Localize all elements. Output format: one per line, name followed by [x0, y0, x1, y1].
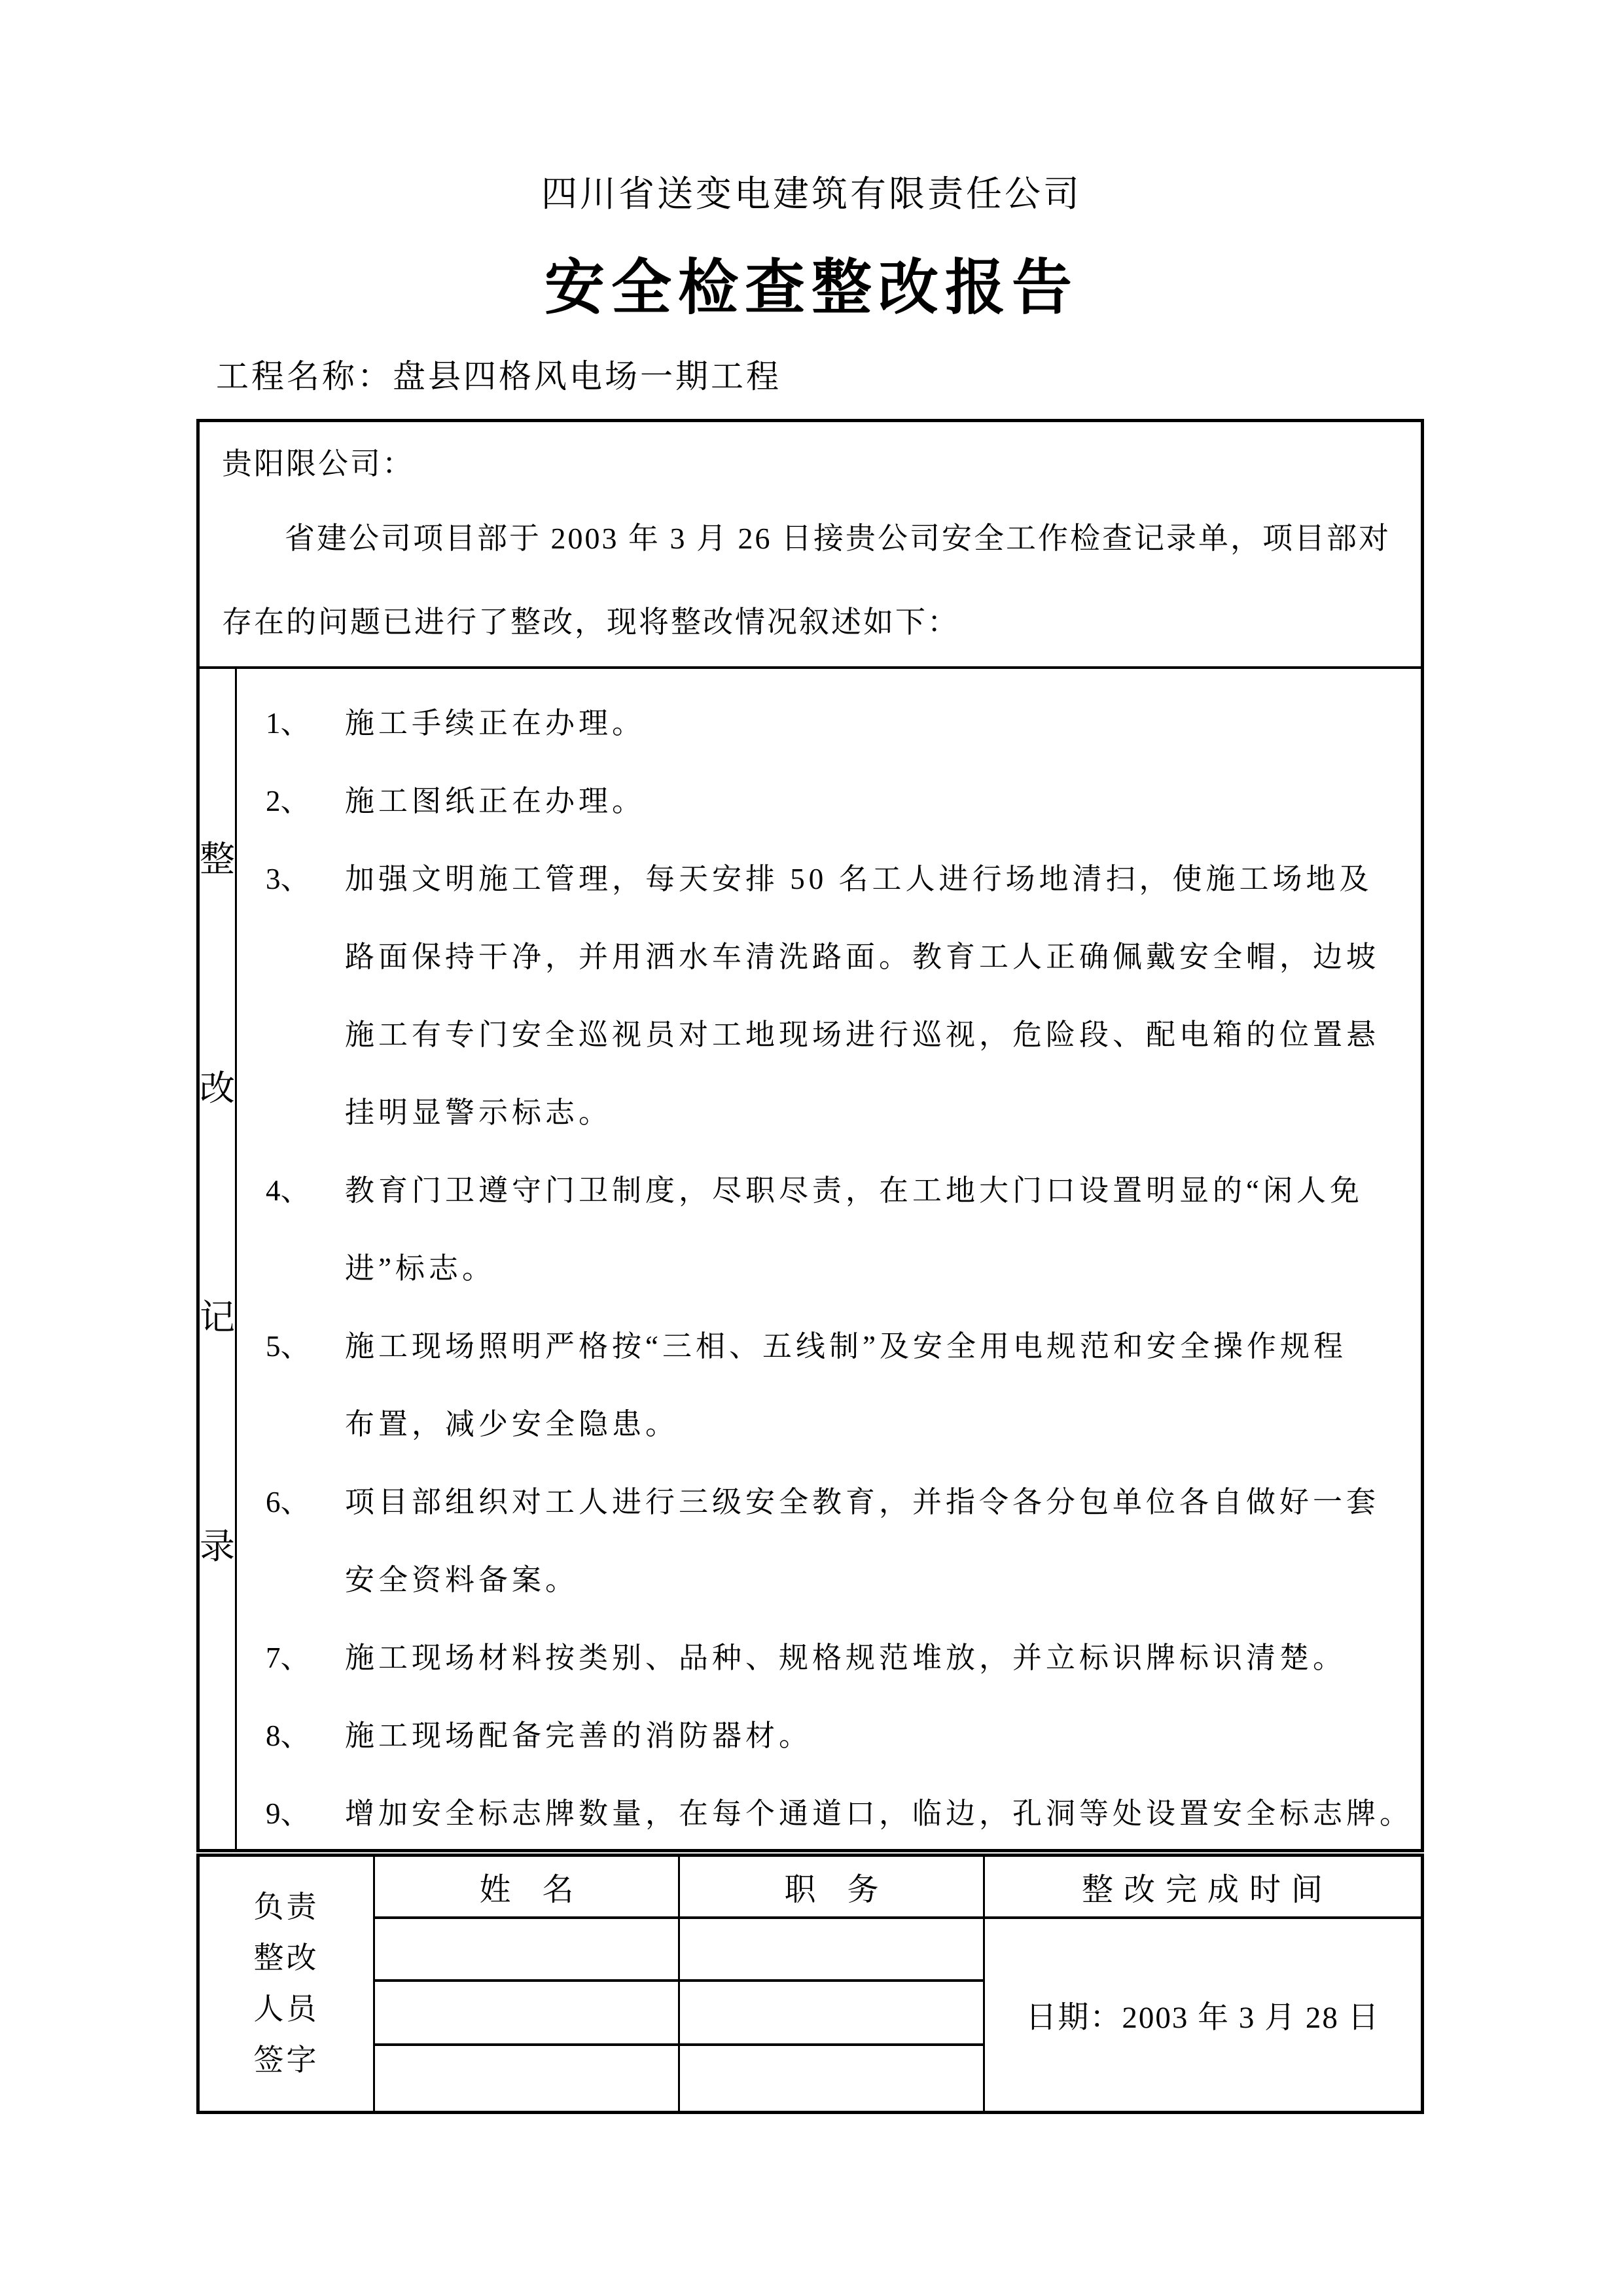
item-number: 9、 — [266, 1797, 310, 1830]
left-label-line: 签字 — [253, 2043, 319, 2077]
item-number: 5、 — [266, 1330, 310, 1363]
item-number: 3、 — [266, 863, 310, 895]
item-text: 加强文明施工管理，每天安排 50 名工人进行场地清扫，使施工场地及 路面保持干净，并用洒水车清洗路面。教育工人正确佩戴安全帽，边坡 施工有专门安全巡视员对工地现场进行巡视，危险段、配电箱的位置悬 挂明显警示标志。 — [345, 863, 1380, 1129]
duty-blank-cell-1 — [680, 1919, 985, 1982]
vertical-label-char: 记 — [200, 1298, 235, 1337]
left-label-line: 整改 — [253, 1941, 319, 1975]
item-text: 施工现场配备完善的消防器材。 — [345, 1719, 813, 1752]
item-number: 1、 — [266, 707, 310, 740]
signature-table — [196, 1854, 1424, 2114]
item-number: 6、 — [266, 1486, 310, 1518]
item-text: 增加安全标志牌数量，在每个通道口，临边，孔洞等处设置安全标志牌。 — [345, 1797, 1414, 1830]
company-title: 四川省送变电建筑有限责任公司 — [541, 174, 1082, 214]
item-text: 施工图纸正在办理。 — [345, 785, 646, 817]
vertical-label-char: 录 — [200, 1527, 235, 1566]
item-number: 4、 — [266, 1174, 310, 1207]
rectification-item-9 — [237, 1775, 1413, 1853]
vertical-label-char: 改 — [200, 1069, 235, 1108]
rectification-item-2 — [237, 762, 1413, 840]
rectification-item-7 — [237, 1619, 1413, 1697]
item-text: 教育门卫遵守门卫制度，尽职尽责，在工地大门口设置明显的“闲人免 进”标志。 — [345, 1174, 1363, 1285]
column-header-name: 姓 名 — [375, 1857, 680, 1919]
recipient-salutation: 贵阳限公司： — [222, 447, 414, 480]
rectification-item-6 — [237, 1463, 1413, 1619]
rectification-item-4 — [237, 1152, 1413, 1308]
rectification-items-list — [237, 669, 1423, 1849]
intro-paragraph-line-2: 存在的问题已进行了整改，现将整改情况叙述如下： — [222, 605, 959, 639]
rectification-record-row — [200, 669, 1421, 1849]
name-blank-cell-3 — [375, 2046, 680, 2111]
duty-blank-cell-3 — [680, 2046, 985, 2111]
rectification-item-3 — [237, 840, 1413, 1152]
item-text: 项目部组织对工人进行三级安全教育，并指令各分包单位各自做好一套 安全资料备案。 — [345, 1486, 1380, 1596]
project-name-value: 盘县四格风电场一期工程 — [393, 358, 781, 395]
item-number: 2、 — [266, 785, 310, 817]
duty-blank-cell-2 — [680, 1982, 985, 2046]
left-label-line: 负责 — [253, 1890, 319, 1924]
responsible-persons-signature-label — [200, 1857, 375, 2111]
rectification-item-5 — [237, 1308, 1413, 1463]
project-name-line — [216, 350, 781, 397]
item-number: 8、 — [266, 1719, 310, 1752]
column-header-duty: 职 务 — [680, 1857, 985, 1919]
column-header-completion-time: 整 改 完 成 时 间 — [985, 1857, 1421, 1919]
vertical-label-char: 整 — [200, 840, 235, 879]
name-blank-cell-2 — [375, 1982, 680, 2046]
rectification-table — [196, 419, 1424, 1852]
project-name-label: 工程名称： — [216, 358, 393, 395]
rectification-record-vertical-label — [200, 669, 237, 1849]
item-text: 施工现场照明严格按“三相、五线制”及安全用电规范和安全操作规程 布置，减少安全隐患。 — [345, 1330, 1347, 1441]
intro-paragraph-line-1: 省建公司项目部于 2003 年 3 月 26 日接贵公司安全工作检查记录单，项目部对 — [285, 522, 1391, 555]
recipient-and-intro-cell — [200, 422, 1421, 669]
rectification-item-8 — [237, 1697, 1413, 1775]
left-label-line: 人员 — [253, 1992, 319, 2026]
item-text: 施工现场材料按类别、品种、规格规范堆放，并立标识牌标识清楚。 — [345, 1641, 1347, 1674]
name-blank-cell-1 — [375, 1919, 680, 1982]
document-title: 安全检查整改报告 — [544, 255, 1079, 321]
rectification-item-1 — [237, 685, 1413, 762]
item-text: 施工手续正在办理。 — [345, 707, 646, 740]
item-number: 7、 — [266, 1641, 310, 1674]
completion-date: 日期：2003 年 3 月 28 日 — [1026, 2001, 1380, 2035]
